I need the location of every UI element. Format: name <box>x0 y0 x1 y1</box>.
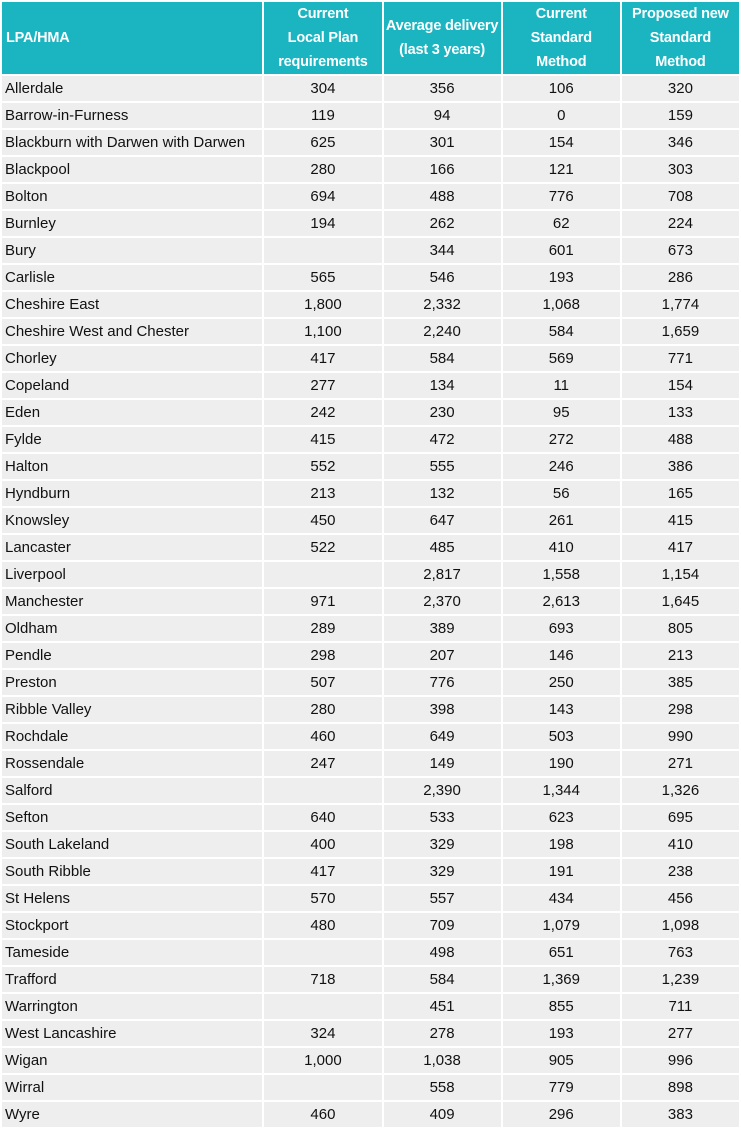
average-delivery-cell: 485 <box>384 535 501 560</box>
local-plan-cell: 640 <box>264 805 381 830</box>
current-standard-cell: 143 <box>503 697 620 722</box>
average-delivery-cell: 555 <box>384 454 501 479</box>
average-delivery-cell: 557 <box>384 886 501 911</box>
average-delivery-cell: 329 <box>384 832 501 857</box>
average-delivery-cell: 776 <box>384 670 501 695</box>
table-row <box>2 103 739 128</box>
table-row <box>2 319 739 344</box>
proposed-standard-cell: 271 <box>622 751 739 776</box>
local-plan-cell: 552 <box>264 454 381 479</box>
local-plan-cell <box>264 940 381 965</box>
current-standard-cell: 569 <box>503 346 620 371</box>
average-delivery-cell: 2,332 <box>384 292 501 317</box>
proposed-standard-cell: 1,645 <box>622 589 739 614</box>
proposed-standard-cell: 410 <box>622 832 739 857</box>
current-standard-cell: 1,344 <box>503 778 620 803</box>
current-standard-cell: 0 <box>503 103 620 128</box>
proposed-standard-cell: 990 <box>622 724 739 749</box>
table-row <box>2 535 739 560</box>
table-row <box>2 130 739 155</box>
lpa-name-cell: Cheshire East <box>2 292 262 317</box>
lpa-name-cell: Rochdale <box>2 724 262 749</box>
table-row <box>2 643 739 668</box>
table-row <box>2 292 739 317</box>
current-standard-cell: 410 <box>503 535 620 560</box>
header-text: (last 3 years) <box>399 42 486 58</box>
table-row <box>2 373 739 398</box>
average-delivery-cell: 2,370 <box>384 589 501 614</box>
header-average-delivery <box>384 2 501 74</box>
table-row <box>2 670 739 695</box>
proposed-standard-cell: 286 <box>622 265 739 290</box>
average-delivery-cell: 262 <box>384 211 501 236</box>
lpa-name-cell: West Lancashire <box>2 1021 262 1046</box>
proposed-standard-cell: 277 <box>622 1021 739 1046</box>
header-text: Method <box>655 54 706 70</box>
table-row <box>2 346 739 371</box>
header-text: Current <box>535 6 587 22</box>
lpa-name-cell: South Lakeland <box>2 832 262 857</box>
lpa-name-cell: Liverpool <box>2 562 262 587</box>
proposed-standard-cell: 386 <box>622 454 739 479</box>
average-delivery-cell: 356 <box>384 76 501 101</box>
table-row <box>2 913 739 938</box>
table-row <box>2 940 739 965</box>
proposed-standard-cell: 763 <box>622 940 739 965</box>
current-standard-cell: 250 <box>503 670 620 695</box>
average-delivery-cell: 488 <box>384 184 501 209</box>
table-row <box>2 562 739 587</box>
lpa-name-cell: Sefton <box>2 805 262 830</box>
average-delivery-cell: 398 <box>384 697 501 722</box>
table-row <box>2 751 739 776</box>
local-plan-cell: 400 <box>264 832 381 857</box>
table-row <box>2 1021 739 1046</box>
local-plan-cell: 1,100 <box>264 319 381 344</box>
current-standard-cell: 434 <box>503 886 620 911</box>
proposed-standard-cell: 898 <box>622 1075 739 1100</box>
average-delivery-cell: 132 <box>384 481 501 506</box>
table-row <box>2 211 739 236</box>
average-delivery-cell: 329 <box>384 859 501 884</box>
header-text: requirements <box>278 54 368 70</box>
local-plan-cell: 304 <box>264 76 381 101</box>
table-row <box>2 589 739 614</box>
header-current-standard-method <box>503 2 620 74</box>
header-text: Standard <box>530 30 592 46</box>
table-row <box>2 454 739 479</box>
average-delivery-cell: 546 <box>384 265 501 290</box>
proposed-standard-cell: 298 <box>622 697 739 722</box>
local-plan-cell: 971 <box>264 589 381 614</box>
table-row <box>2 859 739 884</box>
header-text: Average delivery <box>385 18 499 34</box>
lpa-name-cell: Wigan <box>2 1048 262 1073</box>
current-standard-cell: 779 <box>503 1075 620 1100</box>
local-plan-cell: 415 <box>264 427 381 452</box>
lpa-name-cell: Halton <box>2 454 262 479</box>
current-standard-cell: 198 <box>503 832 620 857</box>
current-standard-cell: 106 <box>503 76 620 101</box>
average-delivery-cell: 1,038 <box>384 1048 501 1073</box>
current-standard-cell: 261 <box>503 508 620 533</box>
table-row <box>2 724 739 749</box>
table-body <box>2 76 739 1127</box>
lpa-name-cell: Bury <box>2 238 262 263</box>
local-plan-cell <box>264 562 381 587</box>
current-standard-cell: 62 <box>503 211 620 236</box>
current-standard-cell: 776 <box>503 184 620 209</box>
average-delivery-cell: 344 <box>384 238 501 263</box>
local-plan-cell: 242 <box>264 400 381 425</box>
proposed-standard-cell: 159 <box>622 103 739 128</box>
lpa-name-cell: Wyre <box>2 1102 262 1127</box>
lpa-name-cell: Oldham <box>2 616 262 641</box>
lpa-name-cell: Pendle <box>2 643 262 668</box>
proposed-standard-cell: 996 <box>622 1048 739 1073</box>
proposed-standard-cell: 238 <box>622 859 739 884</box>
proposed-standard-cell: 383 <box>622 1102 739 1127</box>
local-plan-cell: 298 <box>264 643 381 668</box>
average-delivery-cell: 149 <box>384 751 501 776</box>
local-plan-cell: 625 <box>264 130 381 155</box>
table-row <box>2 697 739 722</box>
current-standard-cell: 121 <box>503 157 620 182</box>
local-plan-cell: 417 <box>264 346 381 371</box>
lpa-name-cell: Warrington <box>2 994 262 1019</box>
table-row <box>2 1048 739 1073</box>
average-delivery-cell: 389 <box>384 616 501 641</box>
proposed-standard-cell: 1,774 <box>622 292 739 317</box>
average-delivery-cell: 498 <box>384 940 501 965</box>
local-plan-cell <box>264 1075 381 1100</box>
table-row <box>2 427 739 452</box>
local-plan-cell: 718 <box>264 967 381 992</box>
lpa-name-cell: Hyndburn <box>2 481 262 506</box>
header-current-local-plan <box>264 2 381 74</box>
average-delivery-cell: 2,817 <box>384 562 501 587</box>
current-standard-cell: 1,068 <box>503 292 620 317</box>
lpa-name-cell: Wirral <box>2 1075 262 1100</box>
average-delivery-cell: 278 <box>384 1021 501 1046</box>
lpa-name-cell: Trafford <box>2 967 262 992</box>
proposed-standard-cell: 711 <box>622 994 739 1019</box>
local-plan-cell: 247 <box>264 751 381 776</box>
current-standard-cell: 193 <box>503 1021 620 1046</box>
local-plan-cell: 280 <box>264 697 381 722</box>
proposed-standard-cell: 303 <box>622 157 739 182</box>
table-row <box>2 778 739 803</box>
lpa-name-cell: South Ribble <box>2 859 262 884</box>
current-standard-cell: 11 <box>503 373 620 398</box>
average-delivery-cell: 472 <box>384 427 501 452</box>
average-delivery-cell: 166 <box>384 157 501 182</box>
header-text: Current <box>297 6 349 22</box>
table-row <box>2 967 739 992</box>
table-row <box>2 184 739 209</box>
current-standard-cell: 623 <box>503 805 620 830</box>
header-row <box>2 2 739 74</box>
proposed-standard-cell: 695 <box>622 805 739 830</box>
table-row <box>2 805 739 830</box>
proposed-standard-cell: 708 <box>622 184 739 209</box>
local-plan-cell: 289 <box>264 616 381 641</box>
local-plan-cell <box>264 238 381 263</box>
current-standard-cell: 272 <box>503 427 620 452</box>
table-row <box>2 616 739 641</box>
local-plan-cell: 280 <box>264 157 381 182</box>
table-row <box>2 238 739 263</box>
header-proposed-standard-method <box>622 2 739 74</box>
lpa-name-cell: Manchester <box>2 589 262 614</box>
proposed-standard-cell: 320 <box>622 76 739 101</box>
current-standard-cell: 503 <box>503 724 620 749</box>
current-standard-cell: 1,558 <box>503 562 620 587</box>
header-text: Method <box>536 54 587 70</box>
lpa-name-cell: Bolton <box>2 184 262 209</box>
proposed-standard-cell: 165 <box>622 481 739 506</box>
lpa-name-cell: Barrow-in-Furness <box>2 103 262 128</box>
proposed-standard-cell: 385 <box>622 670 739 695</box>
current-standard-cell: 651 <box>503 940 620 965</box>
average-delivery-cell: 2,240 <box>384 319 501 344</box>
current-standard-cell: 1,079 <box>503 913 620 938</box>
local-plan-cell: 694 <box>264 184 381 209</box>
lpa-name-cell: Ribble Valley <box>2 697 262 722</box>
current-standard-cell: 56 <box>503 481 620 506</box>
local-plan-cell: 565 <box>264 265 381 290</box>
local-plan-cell <box>264 778 381 803</box>
average-delivery-cell: 409 <box>384 1102 501 1127</box>
proposed-standard-cell: 456 <box>622 886 739 911</box>
proposed-standard-cell: 673 <box>622 238 739 263</box>
average-delivery-cell: 649 <box>384 724 501 749</box>
current-standard-cell: 905 <box>503 1048 620 1073</box>
proposed-standard-cell: 1,154 <box>622 562 739 587</box>
lpa-name-cell: Stockport <box>2 913 262 938</box>
lpa-name-cell: St Helens <box>2 886 262 911</box>
current-standard-cell: 191 <box>503 859 620 884</box>
table-row <box>2 508 739 533</box>
local-plan-cell: 417 <box>264 859 381 884</box>
average-delivery-cell: 230 <box>384 400 501 425</box>
average-delivery-cell: 558 <box>384 1075 501 1100</box>
average-delivery-cell: 584 <box>384 346 501 371</box>
local-plan-cell: 1,000 <box>264 1048 381 1073</box>
local-plan-cell: 507 <box>264 670 381 695</box>
proposed-standard-cell: 415 <box>622 508 739 533</box>
local-plan-cell: 450 <box>264 508 381 533</box>
lpa-name-cell: Salford <box>2 778 262 803</box>
local-plan-cell: 460 <box>264 724 381 749</box>
proposed-standard-cell: 1,659 <box>622 319 739 344</box>
header-text: Proposed new <box>632 6 729 22</box>
local-plan-cell <box>264 994 381 1019</box>
proposed-standard-cell: 417 <box>622 535 739 560</box>
lpa-name-cell: Blackburn with Darwen with Darwen <box>2 130 262 155</box>
local-plan-cell: 324 <box>264 1021 381 1046</box>
table-row <box>2 76 739 101</box>
lpa-name-cell: Copeland <box>2 373 262 398</box>
table-row <box>2 1075 739 1100</box>
average-delivery-cell: 647 <box>384 508 501 533</box>
header-text: LPA/HMA <box>6 30 70 46</box>
table-row <box>2 265 739 290</box>
average-delivery-cell: 207 <box>384 643 501 668</box>
proposed-standard-cell: 1,239 <box>622 967 739 992</box>
current-standard-cell: 855 <box>503 994 620 1019</box>
average-delivery-cell: 451 <box>384 994 501 1019</box>
lpa-name-cell: Allerdale <box>2 76 262 101</box>
current-standard-cell: 154 <box>503 130 620 155</box>
proposed-standard-cell: 213 <box>622 643 739 668</box>
table-row <box>2 886 739 911</box>
local-plan-cell: 1,800 <box>264 292 381 317</box>
local-plan-cell: 480 <box>264 913 381 938</box>
local-plan-cell: 119 <box>264 103 381 128</box>
table-row <box>2 481 739 506</box>
average-delivery-cell: 134 <box>384 373 501 398</box>
lpa-name-cell: Cheshire West and Chester <box>2 319 262 344</box>
proposed-standard-cell: 346 <box>622 130 739 155</box>
lpa-name-cell: Eden <box>2 400 262 425</box>
lpa-name-cell: Fylde <box>2 427 262 452</box>
table-row <box>2 1102 739 1127</box>
local-plan-cell: 570 <box>264 886 381 911</box>
proposed-standard-cell: 154 <box>622 373 739 398</box>
average-delivery-cell: 94 <box>384 103 501 128</box>
local-plan-cell: 277 <box>264 373 381 398</box>
lpa-name-cell: Lancaster <box>2 535 262 560</box>
current-standard-cell: 246 <box>503 454 620 479</box>
table-row <box>2 400 739 425</box>
table-row <box>2 994 739 1019</box>
proposed-standard-cell: 133 <box>622 400 739 425</box>
lpa-name-cell: Tameside <box>2 940 262 965</box>
current-standard-cell: 601 <box>503 238 620 263</box>
current-standard-cell: 193 <box>503 265 620 290</box>
proposed-standard-cell: 224 <box>622 211 739 236</box>
lpa-name-cell: Chorley <box>2 346 262 371</box>
table-row <box>2 157 739 182</box>
lpa-name-cell: Knowsley <box>2 508 262 533</box>
local-plan-cell: 213 <box>264 481 381 506</box>
current-standard-cell: 2,613 <box>503 589 620 614</box>
table-row <box>2 832 739 857</box>
header-text: Local Plan <box>287 30 359 46</box>
lpa-name-cell: Carlisle <box>2 265 262 290</box>
proposed-standard-cell: 805 <box>622 616 739 641</box>
local-plan-cell: 460 <box>264 1102 381 1127</box>
lpa-name-cell: Burnley <box>2 211 262 236</box>
proposed-standard-cell: 1,098 <box>622 913 739 938</box>
current-standard-cell: 693 <box>503 616 620 641</box>
proposed-standard-cell: 771 <box>622 346 739 371</box>
proposed-standard-cell: 1,326 <box>622 778 739 803</box>
current-standard-cell: 584 <box>503 319 620 344</box>
average-delivery-cell: 2,390 <box>384 778 501 803</box>
average-delivery-cell: 709 <box>384 913 501 938</box>
average-delivery-cell: 533 <box>384 805 501 830</box>
local-plan-cell: 522 <box>264 535 381 560</box>
proposed-standard-cell: 488 <box>622 427 739 452</box>
lpa-name-cell: Preston <box>2 670 262 695</box>
current-standard-cell: 296 <box>503 1102 620 1127</box>
current-standard-cell: 95 <box>503 400 620 425</box>
current-standard-cell: 190 <box>503 751 620 776</box>
header-lpa-hma <box>2 2 262 74</box>
lpa-name-cell: Rossendale <box>2 751 262 776</box>
local-plan-cell: 194 <box>264 211 381 236</box>
lpa-name-cell: Blackpool <box>2 157 262 182</box>
average-delivery-cell: 301 <box>384 130 501 155</box>
current-standard-cell: 146 <box>503 643 620 668</box>
current-standard-cell: 1,369 <box>503 967 620 992</box>
average-delivery-cell: 584 <box>384 967 501 992</box>
header-text: Standard <box>649 30 712 46</box>
